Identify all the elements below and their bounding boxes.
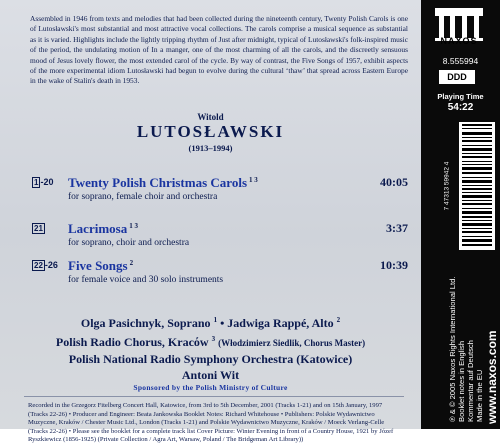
divider (24, 396, 404, 397)
playing-time-label: Playing Time (437, 92, 484, 101)
sponsor-line: Sponsored by the Polish Ministry of Culture (133, 383, 288, 392)
work-duration: 10:39 (380, 258, 408, 272)
work-scoring: for soprano, choir and orchestra (68, 238, 190, 248)
orchestra: Polish National Radio Symphony Orchestra (Katowice) (68, 352, 353, 366)
composer-name: LUTOSŁAWSKI (136, 122, 285, 141)
copyright-credits: ℗ & © 2005 Naxos Rights International Ltd. Booklet notes in English Kommentar auf Deutsch Made in the EU (448, 276, 484, 422)
work-scoring: for female voice and 30 solo instruments (68, 275, 224, 285)
website-link[interactable]: www.naxos.com (485, 330, 499, 424)
naxos-logo (431, 6, 487, 48)
work-title: Five Songs $^2$ (68, 258, 134, 273)
work-title: Twenty Polish Christmas Carols $^{1 3}$ (68, 175, 258, 190)
work-title: Lacrimosa $^{1 3}$ (68, 221, 138, 236)
right-spine (421, 0, 500, 429)
composer-dates: (1913–1994) (188, 143, 233, 153)
track-range: 22 -26 (34, 260, 58, 270)
work-scoring: for soprano, female choir and orchestra (68, 192, 218, 202)
barcode-digits: 7 47313 59942 4 (443, 161, 451, 211)
track-range: 21 (34, 224, 43, 233)
description-text: Assembled in 1946 from texts and melodies that had been collected during the nineteenth century, Twenty Polish Carols is one of Lutosławski's most substantial and most attractive vocal collections. The carols comprise a musical sequence as substantial as it is varied. Highlights include the lightly tripping rhythm of Just after midnight, typical of Lutosławski's folk-inspired music of the period, the undulating motion of In a manger, one of the most charming of all the carols, and the discreetly sensuous mood of Jesus lovely flower, the most extended carol of the cycle. By way of contrast, the Five Songs of 1957, exhibit aspects of the more experimental idiom Lutosławski had begun to evolve during the cultural ‘thaw’ that spread across Eastern Europe in the wake of Stalin's death in 1953. (30, 14, 408, 86)
track-range: 1 -20 (34, 177, 54, 187)
logo-text: NAXOS (440, 36, 478, 46)
composer-first-name: Witold (197, 112, 224, 122)
recording-notes: Recorded in the Grzegorz Fitelberg Concert Hall, Katowice, from 3rd to 5th December, 2001 (Tracks 1-21) and on 15th January, 1997 (Tracks 22-26) • Producer and Engineer: Beata Jankowska Booklet Notes: Richard Whitehouse • Publishers: Polskie Wydawnictwo Muzyczne, Kraków / Chester Music Ltd., London (Tracks 1-21) and Polskie Wydawnictwo Muzyczne, Kraków / Moeck Verlang-Celle (Tracks 22-26) • Please see the booklet for a complete track list Cover Picture: Winter Evening in front of a Country House, 1921 by Józef Ryszkiewicz (1856-1925) (Private Collection / Agra Art, Warsaw, Poland / The Bridgeman Art Library)) (28, 402, 394, 444)
playing-time: 54:22 (447, 102, 474, 113)
barcode (459, 122, 495, 250)
conductor: Antoni Wit (181, 368, 240, 382)
soloists: Olga Pasichnyk, Soprano $^1$ • Jadwiga Rappé, Alto $^2$ (80, 316, 341, 330)
performers (0, 312, 421, 383)
chorus: Polish Radio Chorus, Kracόw $^3$ (Włodzimierz Siedlik, Chorus Master) (55, 335, 366, 349)
catalog-number: 8.555994 (442, 56, 479, 66)
work-duration: 3:37 (386, 221, 408, 235)
work-duration: 40:05 (380, 175, 408, 189)
ddd-badge: DDD (439, 70, 475, 84)
